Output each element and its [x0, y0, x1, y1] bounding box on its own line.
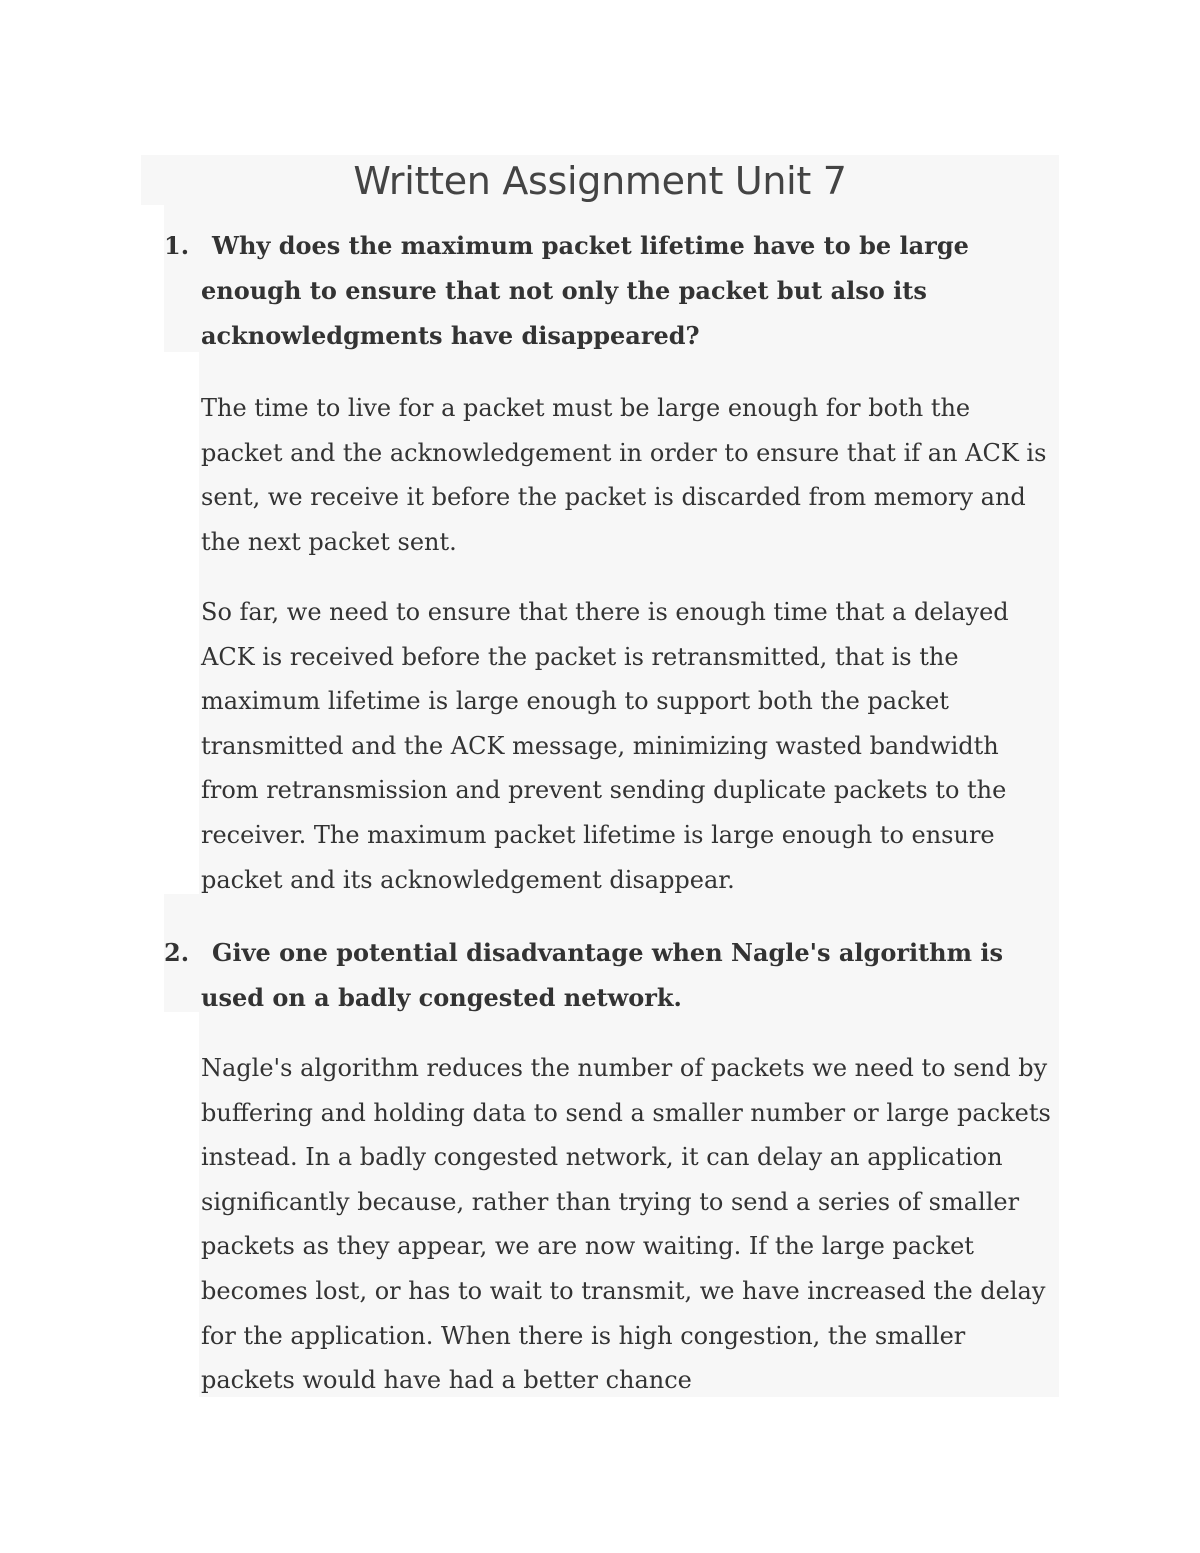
answer-2-paragraph-1: Nagle's algorithm reduces the number of packets we need to send by buffering and holding data to send a smaller number or large packets instead. In a badly congested network, it can delay an application significantly because, rather than trying to send a series of smaller packets as they appear, we are now waiting. If the large packet becomes lost, or has to wait to transmit, we have increased the delay for the application. When there is high congestion, the smaller packets would have had a better chance	[201, 1054, 1051, 1395]
answer-1-paragraph-2: So far, we need to ensure that there is enough time that a delayed ACK is received before the packet is retransmitted, that is the maximum lifetime is large enough to support both the packet transmitted and the ACK message, minimizing wasted bandwidth from retransmission and prevent sending duplicate packets to the receiver. The maximum packet lifetime is large enough to ensure packet and its acknowledgement disappear.	[201, 598, 1009, 894]
question-1	[164, 223, 1059, 358]
answer-1-paragraph-1: The time to live for a packet must be large enough for both the packet and the acknowledgement in order to ensure that if an ACK is sent, we receive it before the packet is discarded from memory and the next packet sent.	[201, 394, 1047, 556]
question-1-text: Why does the maximum packet lifetime have to be large enough to ensure that not only the packet but also its acknowledgments have disappeared?	[201, 231, 969, 350]
question-1-number: 1.	[164, 231, 190, 260]
question-2	[164, 930, 1059, 1020]
document-title: Written Assignment Unit 7	[353, 159, 847, 203]
question-2-text: Give one potential disadvantage when Nagle's algorithm is used on a badly congested network.	[201, 938, 1004, 1012]
question-2-number: 2.	[164, 938, 190, 967]
